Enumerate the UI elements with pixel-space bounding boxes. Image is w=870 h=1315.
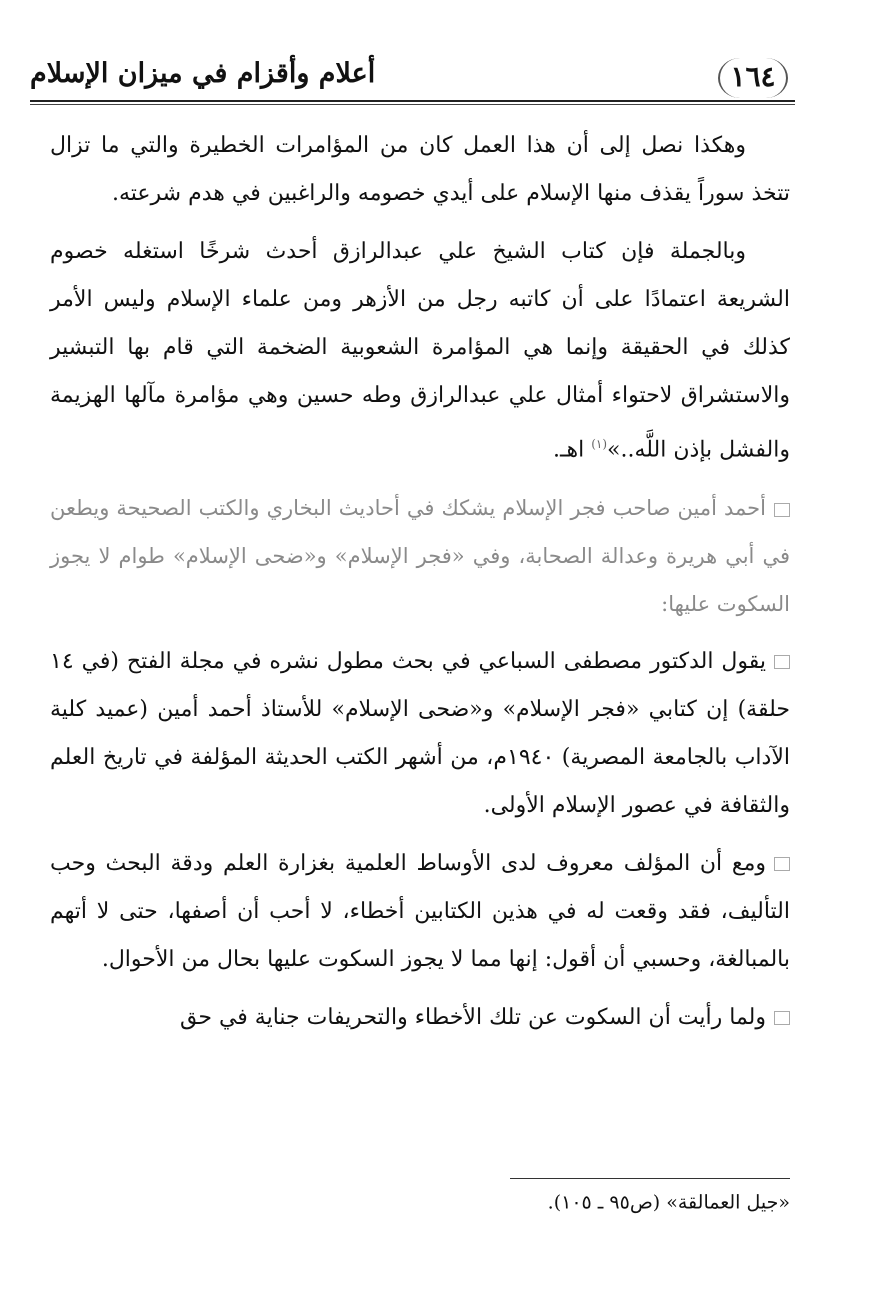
bullet-marker-icon — [774, 655, 790, 669]
footnote-text: «جيل العمالقة» (ص٩٥ ـ ١٠٥). — [547, 1191, 790, 1214]
footnote — [190, 1190, 790, 1213]
section-heading-text: أحمد أمين صاحب فجر الإسلام يشكك في أحاديث البخاري والكتب الصحيحة ويطعن في أبي هريرة وعدالة الصحابة، وفي «فجر الإسلام» و«ضحى الإسلام» طوام لا يجوز السكوت عليها: — [50, 496, 790, 617]
paragraph-2-end: اهـ. — [553, 437, 592, 463]
bullet-marker-icon — [774, 1011, 790, 1025]
bullet-marker-icon — [774, 503, 790, 517]
page-number: ١٦٤ — [718, 58, 788, 98]
footnote-reference: (١) — [591, 437, 608, 451]
header-rule-thin — [30, 104, 795, 105]
header-rule — [30, 100, 795, 102]
paragraph-1: وهكذا نصل إلى أن هذا العمل كان من المؤامرات الخطيرة والتي ما تزال تتخذ سوراً يقذف منها الإسلام على أيدي خصومه والراغبين في هدم شرعته. — [50, 133, 790, 206]
paragraph-6 — [50, 994, 790, 1042]
bullet-marker-icon — [774, 857, 790, 871]
paragraph-5-text: ومع أن المؤلف معروف لدى الأوساط العلمية بغزارة العلم ودقة البحث وحب التأليف، فقد وقعت له في هذين الكتابين أخطاء، لا أحب أن أصفها، حتى لا أتهم بالمبالغة، وحسبي أن أقول: إنها مما لا يجوز السكوت عليها بحال من الأحوال. — [50, 851, 790, 973]
paragraph-2 — [50, 228, 790, 474]
paragraph-6-text: ولما رأيت أن السكوت عن تلك الأخطاء والتحريفات جناية في حق — [180, 1005, 766, 1031]
paragraph-4-text: يقول الدكتور مصطفى السباعي في بحث مطول نشره في مجلة الفتح (في ١٤ حلقة) إن كتابي «فجر الإسلام» و«ضحى الإسلام» للأستاذ أحمد أمين (عميد كلية الآداب بالجامعة المصرية) ١٩٤٠م، من أشهر الكتب الحديثة المؤلفة في تاريخ العلم والثقافة في عصور الإسلام الأولى. — [50, 649, 790, 819]
section-heading-paragraph — [50, 484, 790, 628]
running-title: أعلام وأقزام في ميزان الإسلام — [30, 58, 376, 89]
paragraph-5 — [50, 840, 790, 984]
paragraph-2-text: وبالجملة فإن كتاب الشيخ علي عبدالرازق أحدث شرخًا استغله خصوم الشريعة اعتمادًا على أن كاتبه رجل من الأزهر ومن علماء الإسلام وليس الأمر كذلك في الحقيقة وإنما هي المؤامرة الشعوبية الضخمة التي قام بها التبشير والاستشراق لاحتواء أمثال علي عبدالرازق وطه حسين وهي مؤامرة مآلها الهزيمة والفشل بإذن اللَّه..» — [50, 239, 790, 463]
paragraph-4 — [50, 638, 790, 830]
footnote-rule — [510, 1178, 790, 1179]
body-text — [50, 122, 790, 1052]
